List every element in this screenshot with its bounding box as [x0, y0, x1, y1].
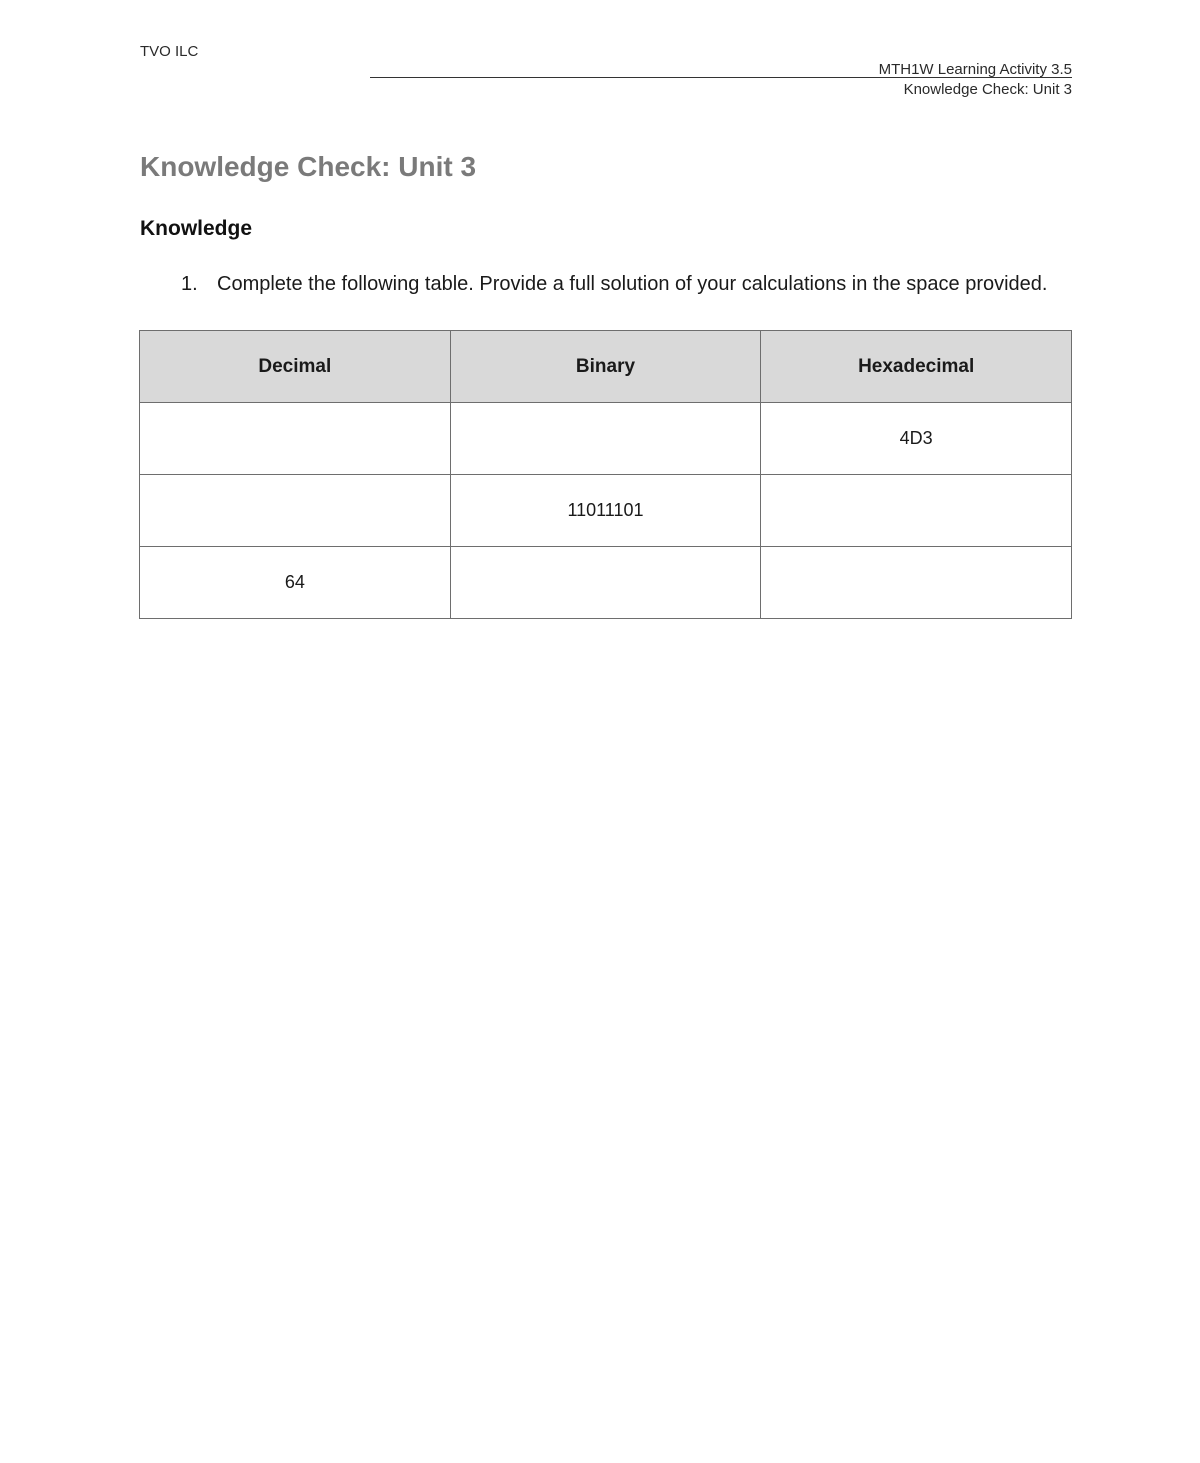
header-right — [879, 60, 1072, 100]
cell-binary[interactable] — [450, 547, 761, 619]
cell-hexadecimal[interactable] — [761, 475, 1072, 547]
header-decimal: Decimal — [140, 331, 451, 403]
table-row — [140, 403, 1072, 475]
table-row — [140, 547, 1072, 619]
cell-hexadecimal[interactable]: 4D3 — [761, 403, 1072, 475]
cell-binary[interactable] — [450, 403, 761, 475]
conversion-table — [139, 330, 1072, 619]
header-hexadecimal: Hexadecimal — [761, 331, 1072, 403]
question-number: 1. — [181, 273, 198, 295]
header-binary: Binary — [450, 331, 761, 403]
question-text: Complete the following table. Provide a full solution of your calculations in the space provided. — [217, 273, 1048, 295]
course-line: MTH1W Learning Activity 3.5 — [878, 61, 1072, 78]
cell-binary[interactable]: 11011101 — [450, 475, 761, 547]
cell-decimal[interactable] — [140, 475, 451, 547]
subtitle-line: Knowledge Check: Unit 3 — [903, 81, 1072, 98]
table-header-row — [140, 331, 1072, 403]
org-label: TVO ILC — [140, 43, 199, 60]
section-heading: Knowledge — [140, 217, 253, 240]
cell-hexadecimal[interactable] — [761, 547, 1072, 619]
table-row — [140, 475, 1072, 547]
page-title: Knowledge Check: Unit 3 — [140, 151, 477, 182]
cell-decimal[interactable]: 64 — [140, 547, 451, 619]
cell-decimal[interactable] — [140, 403, 451, 475]
question — [181, 271, 1061, 297]
